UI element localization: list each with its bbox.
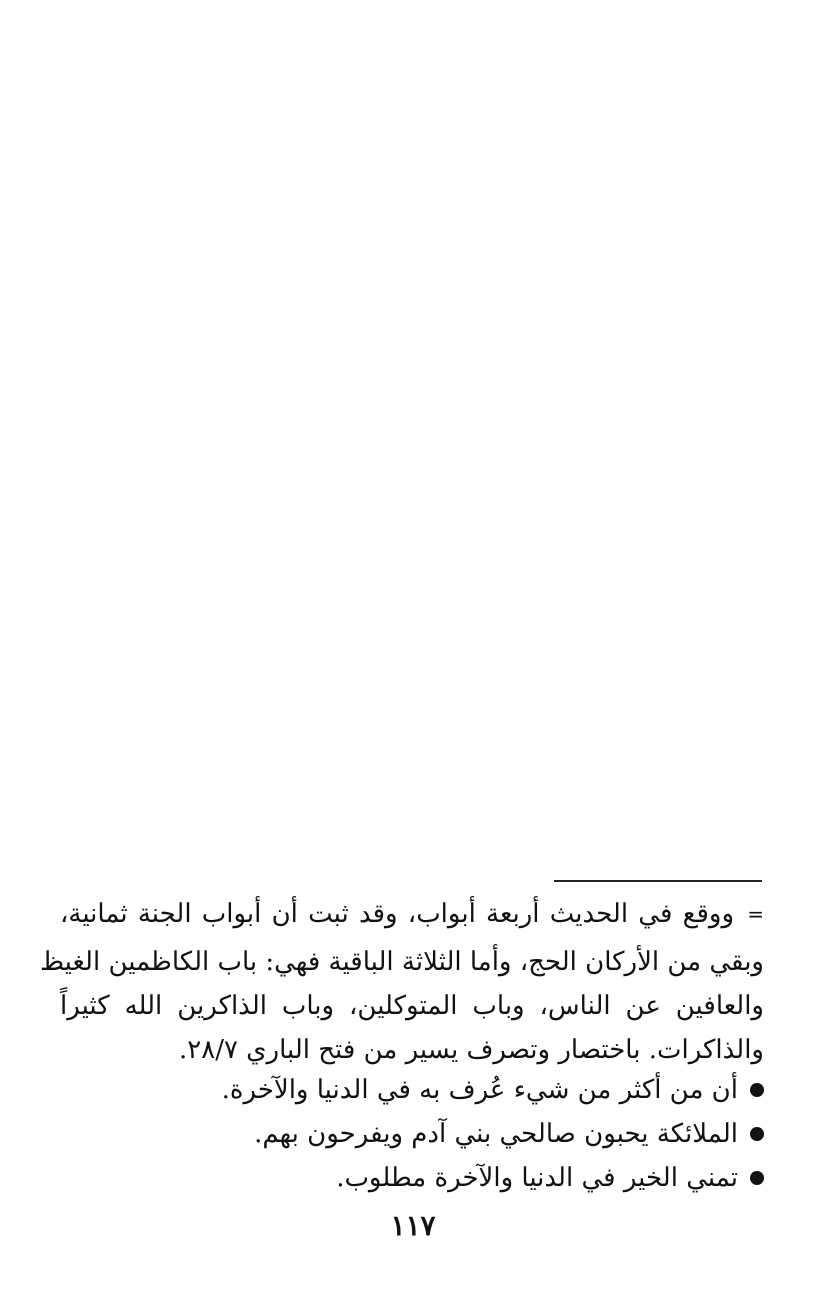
bullet-dot-icon bbox=[750, 1083, 764, 1097]
page-number: ١١٧ bbox=[390, 1209, 436, 1242]
bullet-text-3: تمني الخير في الدنيا والآخرة مطلوب. bbox=[336, 1163, 738, 1193]
bullet-item-1 bbox=[222, 1068, 764, 1112]
footnote-line-4: والذاكرات. باختصار وتصرف يسير من فتح الباري ٢٨/٧. bbox=[179, 1035, 764, 1065]
footnote-line-3: والعافين عن الناس، وباب المتوكلين، وباب الذاكرين الله كثيراً bbox=[60, 991, 764, 1021]
bullet-item-2 bbox=[254, 1112, 764, 1156]
footnote-separator-line bbox=[554, 880, 762, 882]
bullet-text-2: الملائكة يحبون صالحي بني آدم ويفرحون بهم. bbox=[254, 1119, 738, 1149]
footnote-line-1: ووقع في الحديث أربعة أبواب، وقد ثبت أن أبواب الجنة ثمانية، bbox=[60, 899, 734, 929]
bullet-text-1: أن من أكثر من شيء عُرف به في الدنيا والآخرة. bbox=[221, 1075, 738, 1105]
bullet-dot-icon bbox=[750, 1171, 764, 1185]
footnote-continuation-mark: = bbox=[747, 902, 764, 926]
bullet-dot-icon bbox=[750, 1127, 764, 1141]
footnote-line-2: وبقي من الأركان الحج، وأما الثلاثة الباقية فهي: باب الكاظمين الغيظ bbox=[39, 947, 764, 977]
bullet-item-3 bbox=[336, 1156, 764, 1200]
